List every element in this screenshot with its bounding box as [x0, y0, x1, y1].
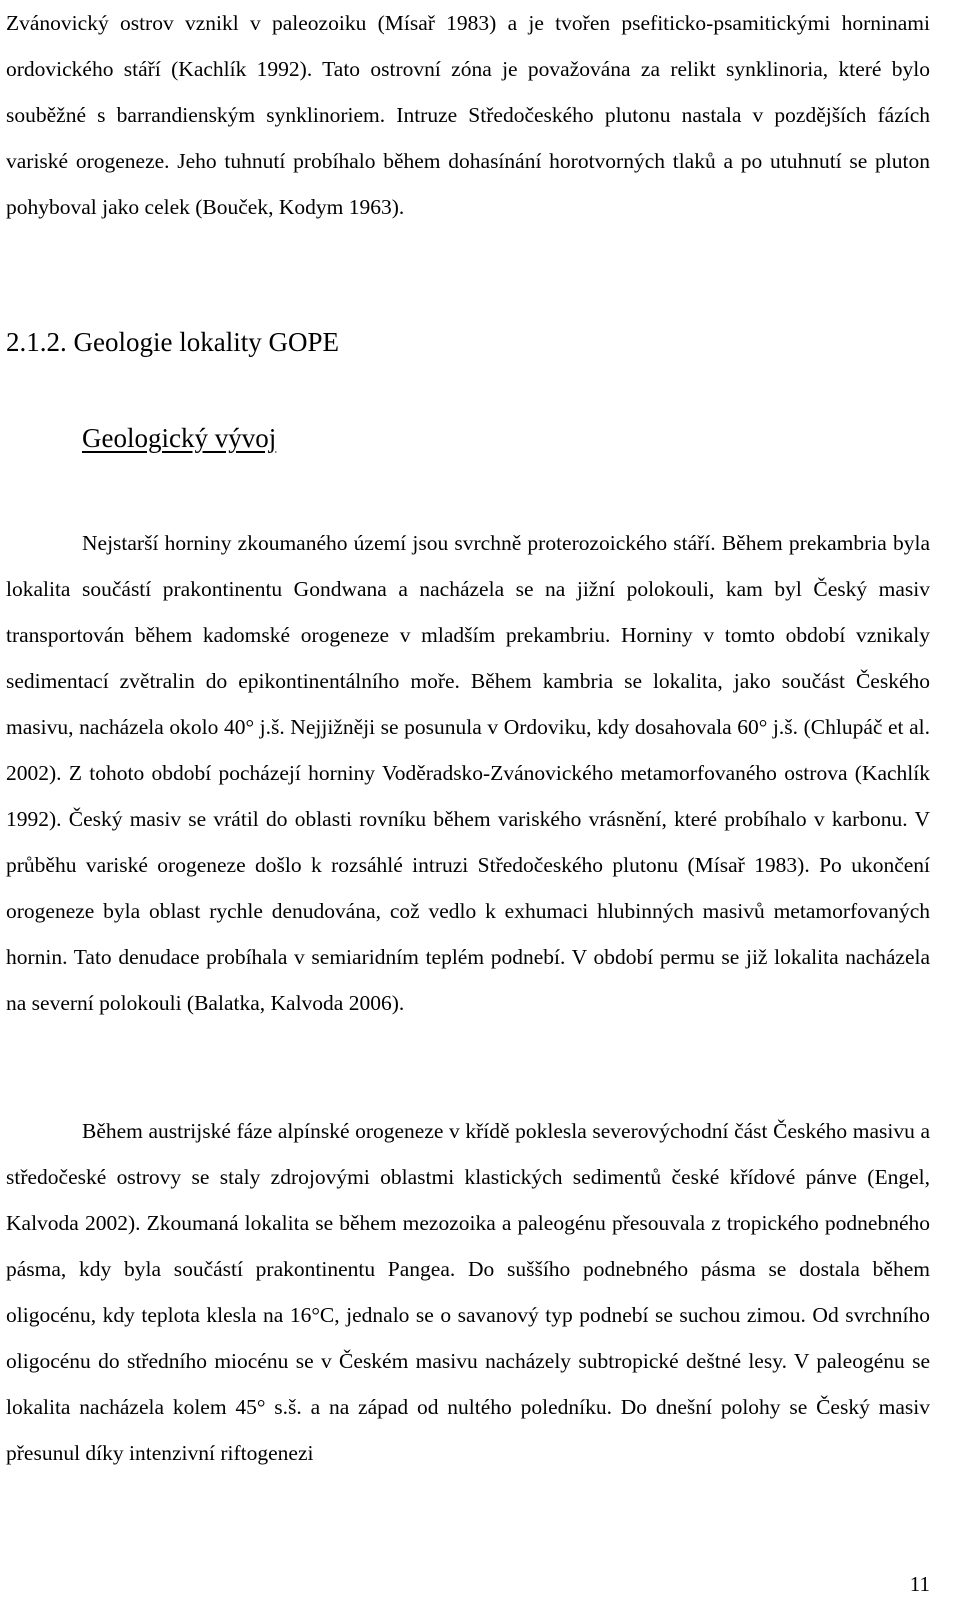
paragraph-geological-evolution: Nejstarší horniny zkoumaného území jsou svrchně proterozoického stáří. Během prekambria byla lokalita součástí prakontinentu Gondwana a nacházela se na jižní polokouli, kam byl Český masiv transportován během kadomské orogeneze v mladším prekambriu. Horniny v tomto období vznikaly sedimentací zvětralin do epikontinentálního moře. Během kambria se lokalita, jako součást Českého masivu, nacházela okolo 40° j.š. Nejjižněji se posunula v Ordoviku, kdy dosahovala 60° j.š. (Chlupáč et al. 2002). Z tohoto období pocházejí horniny Voděradsko-Zvánovického metamorfovaného ostrova (Kachlík 1992). Český masiv se vrátil do oblasti rovníku během variského vrásnění, které probíhalo v karbonu. V průběhu variské orogeneze došlo k rozsáhlé intruzi Středočeského plutonu (Mísař 1983). Po ukončení orogeneze byla oblast rychle denudována, což vedlo k exhumaci hlubinných masivů metamorfovaných hornin. Tato denudace probíhala v semiaridním teplém podnebí. V období permu se již lokalita nacházela na severní polokouli (Balatka, Kalvoda 2006).: [6, 531, 930, 1015]
section-heading: 2.1.2. Geologie lokality GOPE: [6, 327, 339, 357]
paragraph-alpine-orogeny: Během austrijské fáze alpínské orogeneze v křídě poklesla severovýchodní část Českého masivu a středočeské ostrovy se staly zdrojovými oblastmi klastických sedimentů české křídové pánve (Engel, Kalvoda 2002). Zkoumaná lokalita se během mezozoika a paleogénu přesouvala z tropického podnebného pásma, kdy byla součástí prakontinentu Pangea. Do suššího podnebného pásma se dostala během oligocénu, kdy teplota klesla na 16°C, jednalo se o savanový typ podnebí se suchou zimou. Od svrchního oligocénu do středního miocénu se v Českém masivu nacházely subtropické deštné lesy. V paleogénu se lokalita nacházela kolem 45° s.š. a na západ od nultého poledníku. Do dnešní polohy se Český masiv přesunul díky intenzivní riftogenezi: [6, 1119, 930, 1465]
page-number: 11: [909, 1572, 930, 1596]
subsection-heading: Geologický vývoj: [82, 423, 277, 453]
paragraph-intro: Zvánovický ostrov vznikl v paleozoiku (Mísař 1983) a je tvořen psefiticko-psamitickými horninami ordovického stáří (Kachlík 1992). Tato ostrovní zóna je považována za relikt synklinoria, které bylo souběžné s barrandienským synklinoriem. Intruze Středočeského plutonu nastala v pozdějších fázích variské orogeneze. Jeho tuhnutí probíhalo během dohasínání horotvorných tlaků a po utuhnutí se pluton pohyboval jako celek (Bouček, Kodym 1963).: [6, 11, 930, 219]
